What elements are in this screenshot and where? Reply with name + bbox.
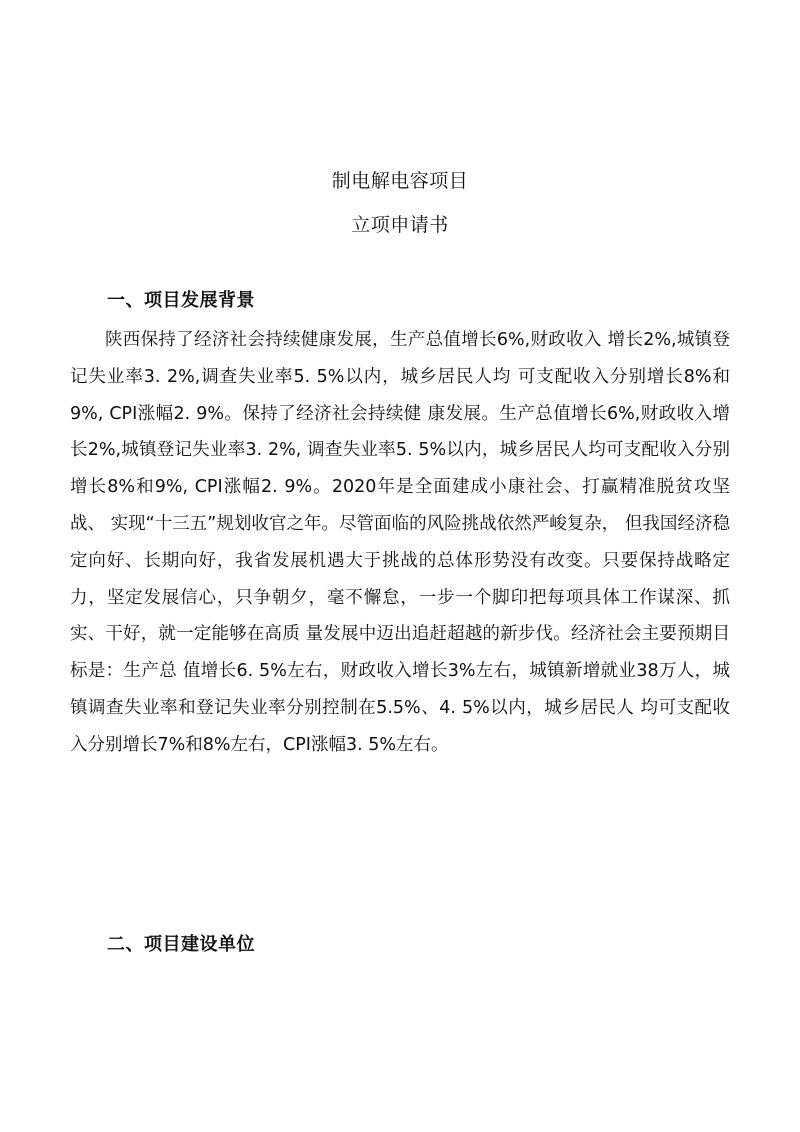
section-heading-background: 一、项目发展背景 xyxy=(107,290,255,311)
section-paragraph-background: 陕西保持了经济社会持续健康发展，生产总值增长6%,财政收入 增长2%,城镇登记失业率3. 2%,调查失业率5. 5%以内，城乡居民人均 可支配收入分别增长8%和9%, CPI涨幅2. 9%。保持了经济社会持续健 康发展。生产总值增长6%,财政收入增长2%,城镇登记失业率3. 2%, 调查失业率5. 5%以内，城乡居民人均可支配收入分别增长8%和9%, CPI涨幅2. 9%。2020年是全面建成小康社会、打赢精准脱贫攻坚战、 实现“十三五”规划收官之年。尽管面临的风险挑战依然严峻复杂， 但我国经济稳定向好、长期向好，我省发展机遇大于挑战的总体形势没有改变。只要保持战略定力，坚定发展信心，只争朝夕，毫不懈怠，一步一个脚印把每项具体工作谋深、抓实、干好，就一定能够在高质 量发展中迈出追赶超越的新步伐。经济社会主要预期目标是：生产总 值增长6. 5%左右，财政收入增长3%左右，城镇新增就业38万人，城 镇调查失业率和登记失业率分别控制在5.5%、4. 5%以内，城乡居民人 均可支配收入分别增长7%和8%左右，CPI涨幅3. 5%左右。 xyxy=(70,330,730,755)
document-subtitle: 立项申请书 xyxy=(351,214,449,236)
section-heading-construction-unit: 二、项目建设单位 xyxy=(107,934,255,955)
document-title: 制电解电容项目 xyxy=(331,170,469,192)
